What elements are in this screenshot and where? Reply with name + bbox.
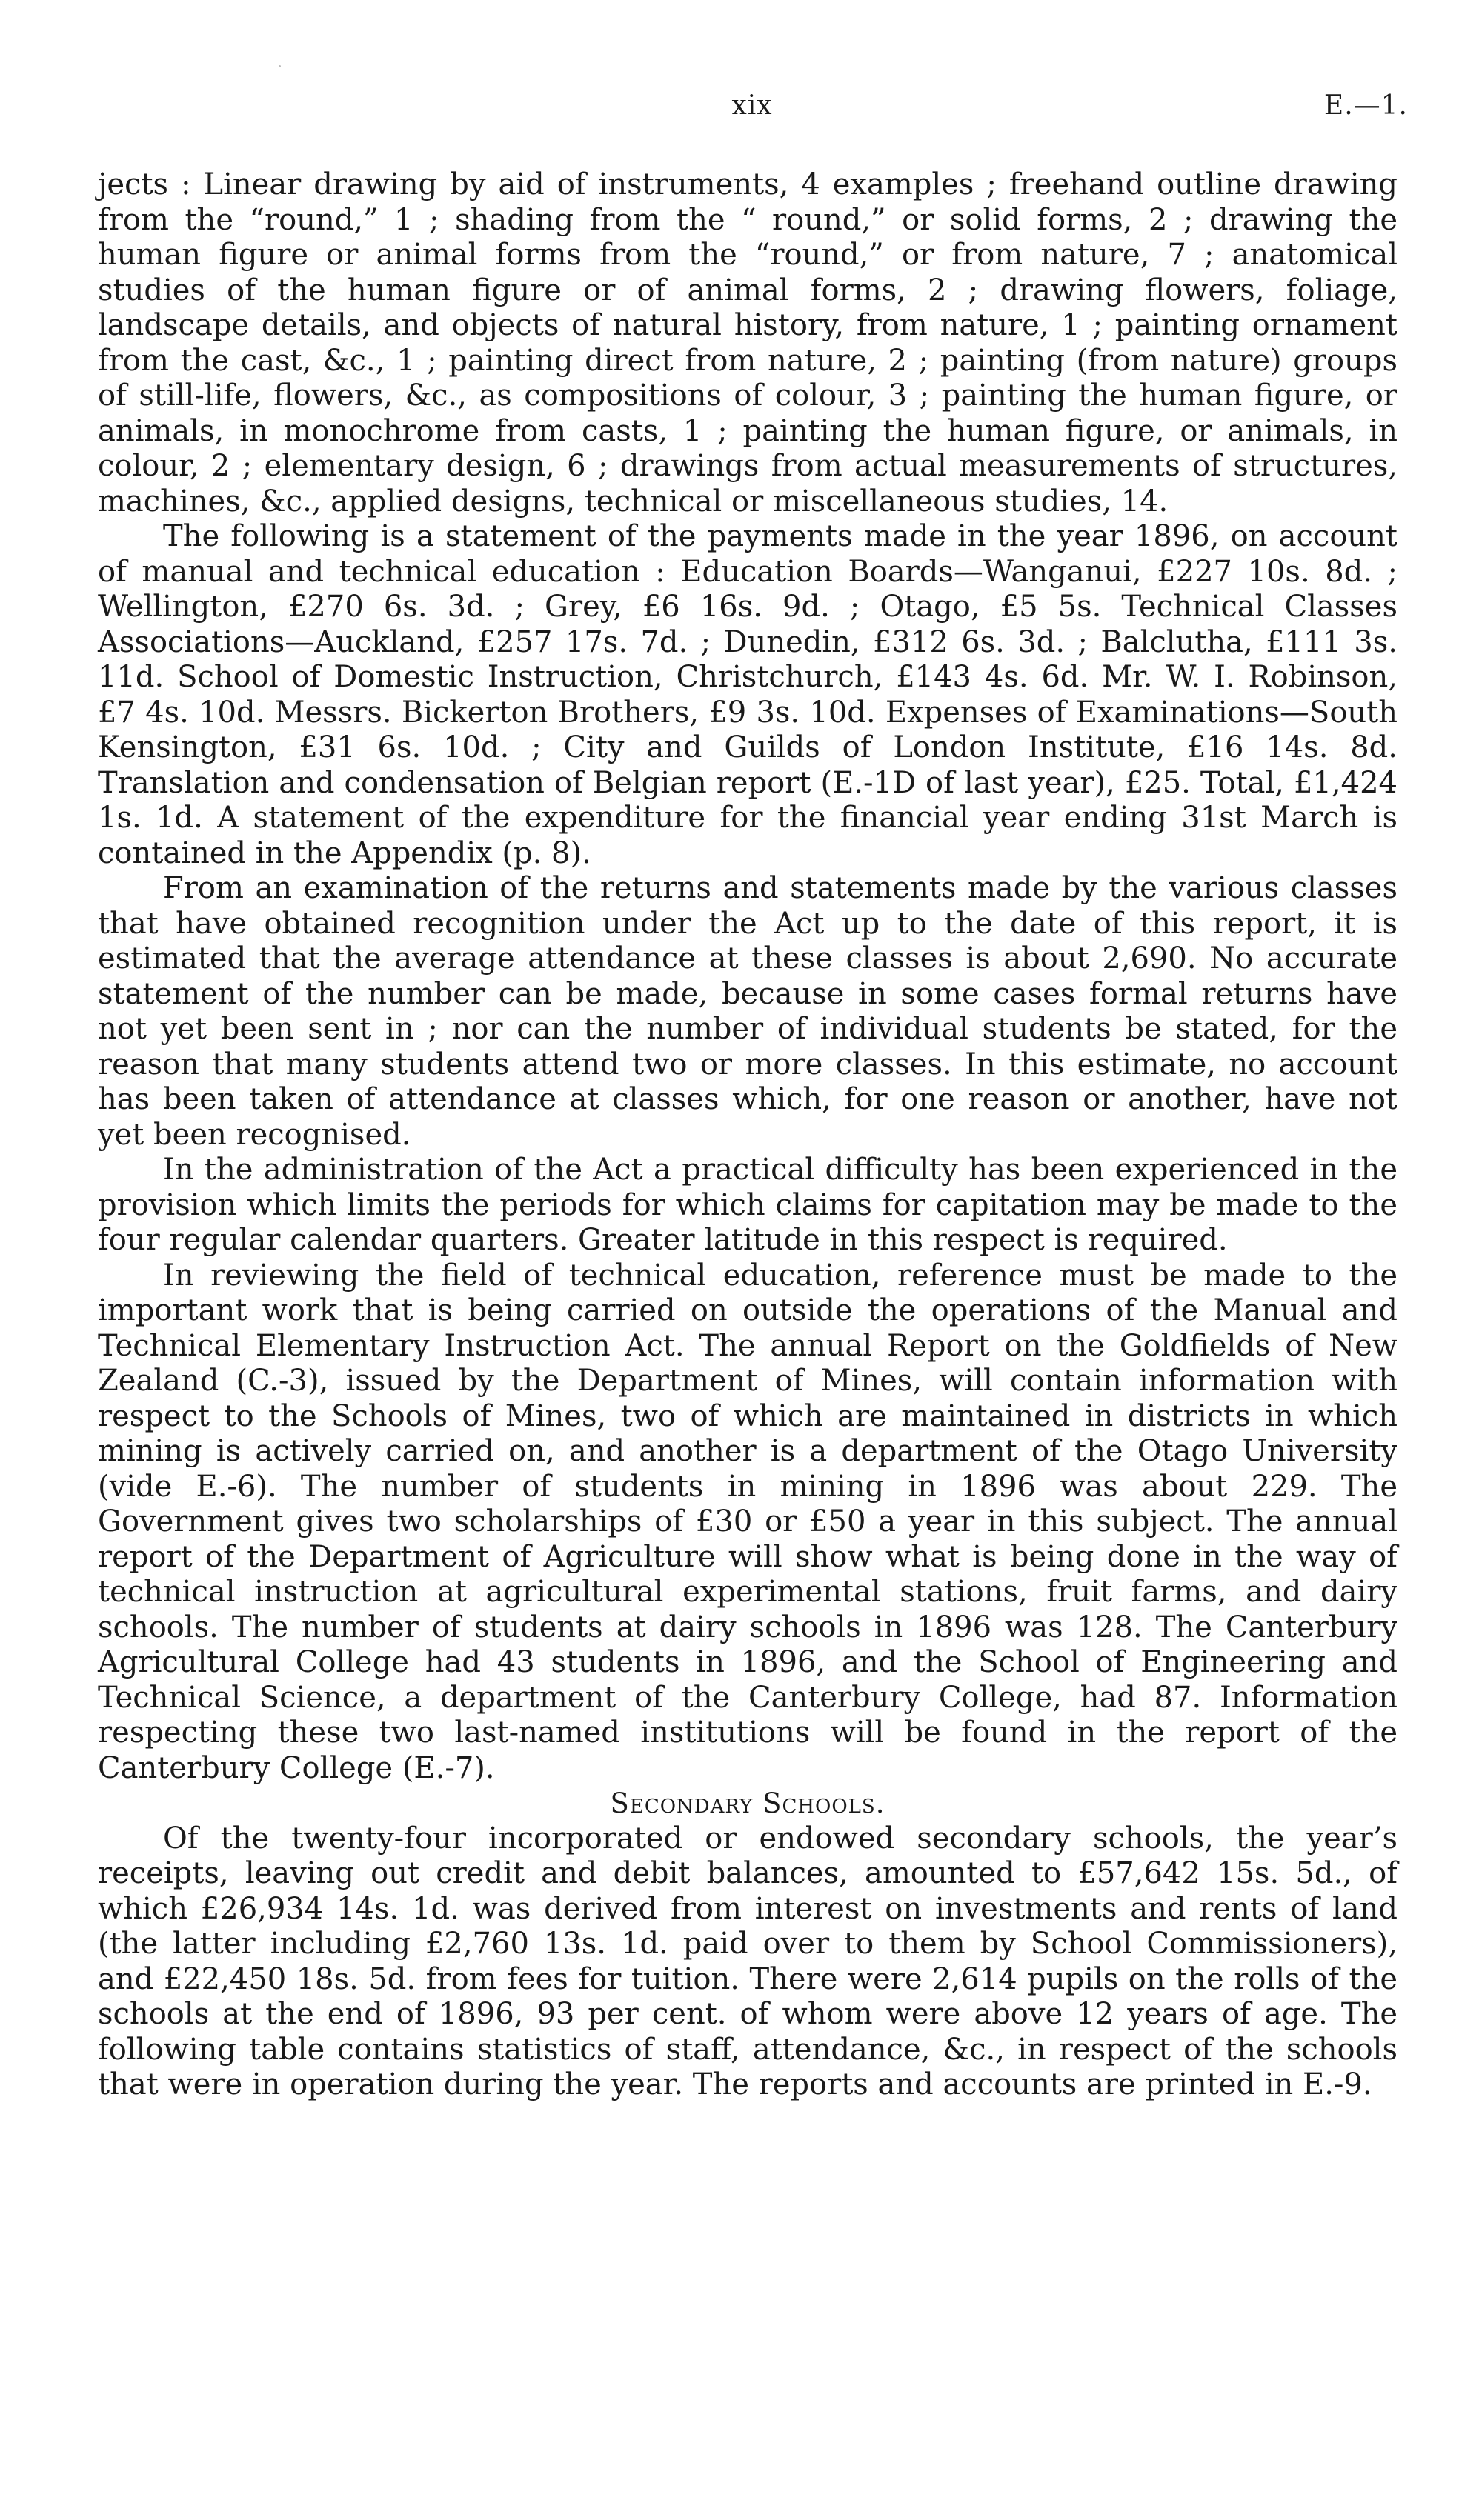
document-reference: E.—1. (1323, 90, 1408, 121)
paragraph-technical-education: In reviewing the field of technical education, reference must be made to the important work that is being carried on outside the operations of the Manual and Technical Elementary Instruction Act. The annual Report on the Goldfields of New Zealand (C.-3), issued by the Department of Mines, will contain information with respect to the Schools of Mines, two of which are maintained in districts in which mining is actively carried on, and another is a department of the Otago University (vide E.-6). The number of students in mining in 1896 was about 229. The Government gives two scholarships of £30 or £50 a year in this subject. The annual report of the Department of Agriculture will show what is being done in the way of technical instruction at agricultural experimental stations, fruit farms, and dairy schools. The number of students at dairy schools in 1896 was 128. The Canterbury Agricultural College had 43 students in 1896, and the School of Engineering and Technical Science, a department of the Canterbury College, had 87. Information respecting these two last-named institutions will be found in the report of the Canterbury College (E.-7). (98, 1258, 1397, 1785)
paragraph-payments: The following is a statement of the payments made in the year 1896, on account of manual and technical education : Education Boards—Wanganui, £227 10s. 8d. ; Wellington, £270 6s. 3d. ; Grey, £6 16s. 9d. ; Otago, £5 5s. Technical Classes Associations—Auckland, £257 17s. 7d. ; Dunedin, £312 6s. 3d. ; Balclutha, £111 3s. 11d. School of Domestic Instruction, Christchurch, £143 4s. 6d. Mr. W. I. Robinson, £7 4s. 10d. Messrs. Bickerton Brothers, £9 3s. 10d. Expenses of Examinations—South Kensington, £31 6s. 10d. ; City and Guilds of London Institute, £16 14s. 8d. Translation and condensation of Belgian report (E.-1D of last year), £25. Total, £1,424 1s. 1d. A statement of the expenditure for the financial year ending 31st March is contained in the Appendix (p. 8). (98, 519, 1397, 870)
paragraph-administration: In the administration of the Act a practical difficulty has been experienced in the provision which limits the periods for which claims for capitation may be made to the four regular calendar quarters. Greater latitude in this respect is required. (98, 1153, 1397, 1257)
paragraph-secondary-schools: Of the twenty-four incorporated or endowed secondary schools, the year’s receipts, leaving out credit and debit balances, amounted to £57,642 15s. 5d., of which £26,934 14s. 1d. was derived from interest on investments and rents of land (the latter including £2,760 13s. 1d. paid over to them by School Commissioners), and £22,450 18s. 5d. from fees for tuition. There were 2,614 pupils on the rolls of the schools at the end of 1896, 93 per cent. of whom were above 12 years of age. The following table contains statistics of staff, attendance, &c., in respect of the schools that were in operation during the year. The reports and accounts are printed in E.-9. (98, 1821, 1397, 2101)
section-heading-secondary-schools: Secondary Schools. (610, 1787, 885, 1819)
paragraph-attendance: From an examination of the returns and statements made by the various classes that have obtained recognition under the Act up to the date of this report, it is estimated that the average attendance at these classes is about 2,690. No accurate statement of the number can be made, because in some cases formal returns have not yet been sent in ; nor can the number of individual students be stated, for the reason that many students attend two or more classes. In this estimate, no account has been taken of attendance at classes which, for one reason or another, have not yet been recognised. (98, 871, 1397, 1152)
scan-speck (279, 65, 281, 67)
page-number: xix (731, 90, 773, 121)
paragraph-drawing-subjects: jects : Linear drawing by aid of instruments, 4 examples ; freehand outline drawing from the “round,” 1 ; shading from the “ round,” or solid forms, 2 ; drawing the human figure or animal forms from the “round,” or from nature, 7 ; anatomical studies of the human figure or of animal forms, 2 ; drawing flowers, foliage, landscape details, and objects of natural history, from nature, 1 ; painting ornament from the cast, &c., 1 ; painting direct from nature, 2 ; painting (from nature) groups of still-life, flowers, &c., as compositions of colour, 3 ; painting the human figure, or animals, in monochrome from casts, 1 ; painting the human figure, or animals, in colour, 2 ; elementary design, 6 ; drawings from actual measurements of structures, machines, &c., applied designs, technical or miscellaneous studies, 14. (98, 167, 1397, 519)
page-header (96, 90, 1408, 135)
body-text (98, 167, 1397, 2103)
